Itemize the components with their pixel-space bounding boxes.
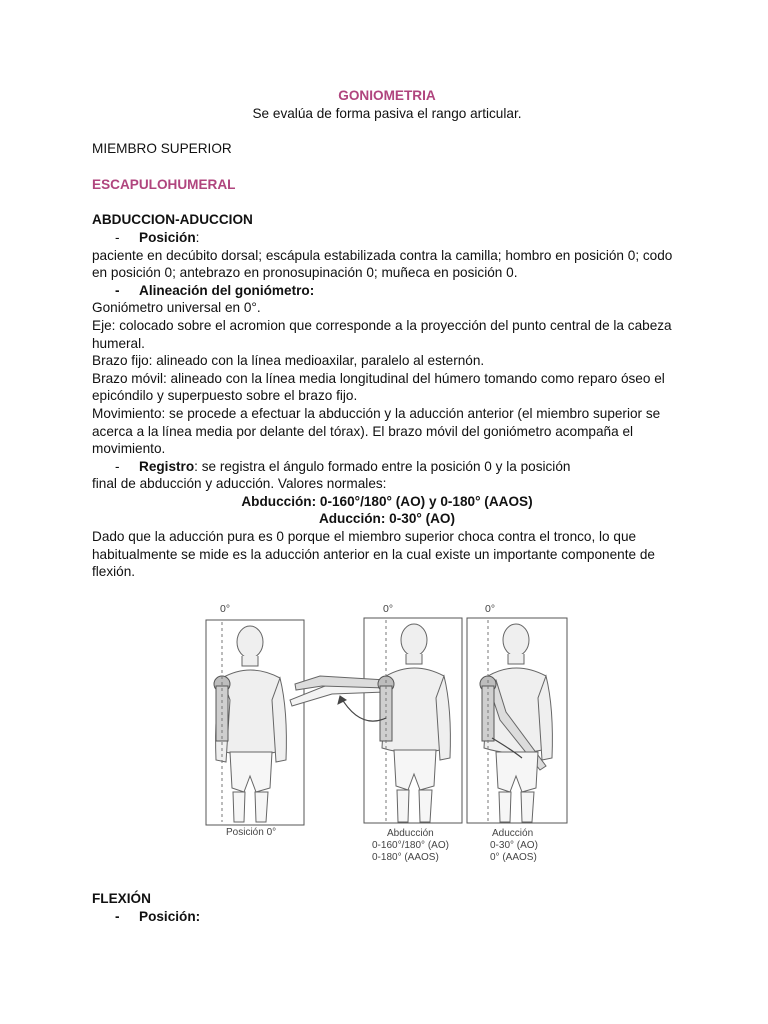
alignment-line: Brazo fijo: alineado con la línea medioaxilar, paralelo al esternón.: [92, 353, 485, 369]
bullet-position: - Posición:: [115, 229, 200, 245]
zero-label: 0°: [383, 603, 394, 615]
document-body-continued: [92, 890, 682, 925]
position-text: paciente en decúbito dorsal; escápula estabilizada contra la camilla; hombro en posición 0; codo en posición 0; antebrazo en pronosupinación 0; muñeca en posición 0.: [92, 247, 673, 281]
caption-position-zero: Posición 0°: [226, 827, 277, 838]
bullet-dash: -: [115, 282, 120, 298]
record-text: : se registra el ángulo formado entre la posición 0 y la posición: [194, 458, 571, 474]
bullet-record: [92, 458, 682, 476]
position-label-flexion: Posición:: [139, 908, 201, 924]
position-label: Posición: [139, 229, 196, 245]
normal-value-adduction: Aducción: 0-30° (AO): [318, 511, 456, 527]
alignment-line: Goniómetro universal en 0°.: [92, 300, 261, 316]
bullet-position-flexion: [92, 908, 682, 926]
alignment-line: Brazo móvil: alineado con la línea media longitudinal del húmero tomando como reparo óseo el epicóndilo y superpuesto sobre el brazo fijo.: [92, 370, 665, 404]
document-subtitle: Se evalúa de forma pasiva el rango articular.: [252, 105, 522, 121]
movement-heading-abduction: ABDUCCION-ADUCCION: [92, 212, 253, 228]
shoulder-abduction-adduction-illustration: [200, 600, 578, 870]
document-title: GONIOMETRIA: [338, 88, 436, 103]
record-label: Registro: [139, 458, 195, 474]
goniometry-figure: [200, 600, 578, 870]
section-heading: MIEMBRO SUPERIOR: [92, 141, 232, 157]
document-body: [92, 87, 682, 581]
bullet-alignment: [92, 282, 682, 300]
joint-heading: ESCAPULOHUMERAL: [92, 176, 236, 192]
alignment-line: Movimiento: se procede a efectuar la abducción y la aducción anterior (el miembro superior se acerca a la línea media por delante del tórax). El brazo móvil del goniómetro acompaña el movimiento.: [92, 405, 661, 457]
bullet-dash: -: [115, 229, 120, 245]
caption-abduction: Abducción: [387, 828, 434, 839]
caption-adduction-aaos: 0° (AAOS): [490, 852, 537, 863]
adduction-note: Dado que la aducción pura es 0 porque el miembro superior choca contra el tronco, lo que habitualmente se mide es la aducción anterior en la cual existe un importante componente de flexión.: [92, 529, 655, 580]
alignment-label: Alineación del goniómetro:: [139, 282, 315, 298]
caption-adduction: Aducción: [492, 828, 534, 839]
bullet-dash: -: [115, 458, 120, 474]
caption-abduction-aaos: 0-180° (AAOS): [372, 852, 439, 863]
caption-abduction-ao: 0-160°/180° (AO): [372, 840, 449, 851]
record-text-continued: final de abducción y aducción. Valores normales:: [92, 476, 387, 492]
normal-value-abduction: Abducción: 0-160°/180° (AO) y 0-180° (AAOS): [241, 493, 533, 509]
zero-label: 0°: [220, 603, 231, 615]
movement-heading-flexion: FLEXIÓN: [92, 891, 151, 906]
bullet-dash: -: [115, 908, 120, 924]
alignment-line: Eje: colocado sobre el acromion que corresponde a la proyección del punto central de la cabeza humeral.: [92, 317, 672, 351]
zero-label: 0°: [485, 603, 496, 615]
caption-adduction-ao: 0-30° (AO): [490, 840, 538, 851]
